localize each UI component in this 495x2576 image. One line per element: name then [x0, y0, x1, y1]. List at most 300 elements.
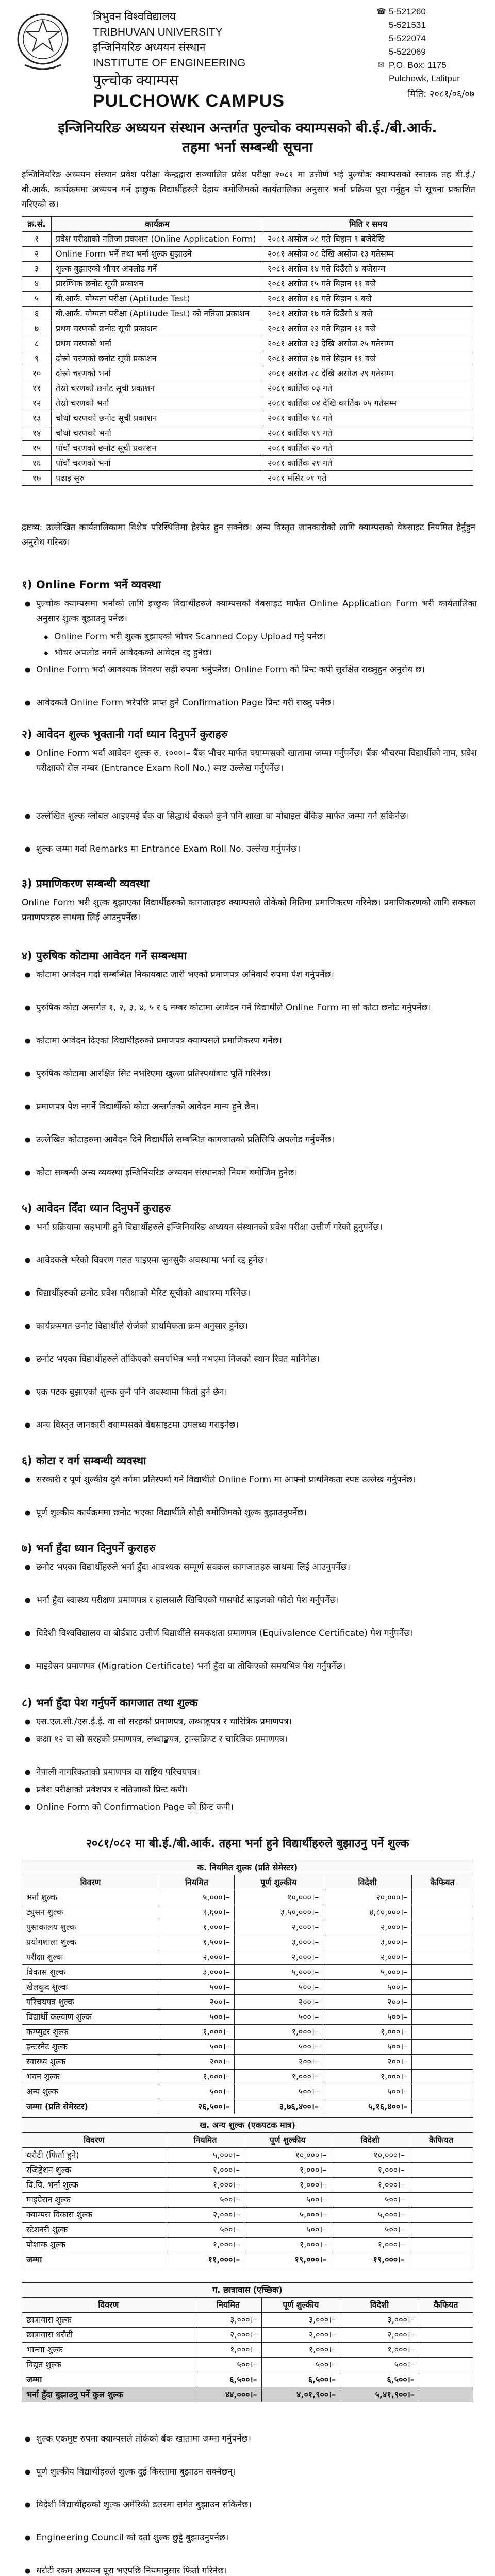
table-cell: ५००।–: [244, 2223, 331, 2238]
table-cell: १०: [22, 366, 52, 381]
table-cell: २०८१ कार्तिक २१ गते: [263, 456, 473, 471]
table-cell: ५००।–: [331, 2223, 409, 2238]
table-cell: २०८१ असोज ०८ गते बिहान ९ बजेदेखि: [263, 232, 473, 247]
table-header-cell: मिति र समय: [263, 217, 473, 232]
table-cell: ५: [22, 292, 52, 307]
table-cell: १२: [22, 396, 52, 411]
table-header-cell: पूर्ण शुल्कीय: [244, 2133, 331, 2148]
list-item: ● शुल्क एकमुष्ट रुपमा क्याम्पसले तोकेको बैंक खातामा जम्मा गर्नुपर्नेछ।: [36, 2432, 477, 2447]
table-cell: [419, 2387, 473, 2402]
table-cell: ५००।–: [244, 2193, 331, 2208]
table-cell: ५००।–: [159, 2040, 234, 2055]
table-cell: ५००।–: [166, 2193, 244, 2208]
table-cell: अन्य शुल्क: [22, 2084, 159, 2099]
table-cell: २,०००।–: [159, 1950, 234, 1965]
schedule-table: [22, 216, 473, 486]
table-cell: २०८१ कार्तिक १८ गते: [263, 411, 473, 426]
table-cell: ११,०००।–: [166, 2252, 244, 2267]
table-cell: छात्रावास धरौटी: [22, 2328, 195, 2343]
table-cell: १,०००।–: [166, 2178, 244, 2193]
table-cell: ६: [22, 307, 52, 321]
table-cell: २००।–: [323, 2055, 411, 2070]
table-cell: चौथो चरणको भर्ना: [52, 426, 263, 441]
table-header-row: [22, 2298, 473, 2313]
table-row: [22, 262, 473, 277]
table-cell: जम्मा (प्रति सेमेस्टर): [22, 2099, 159, 2114]
table-cell: क्याम्पस विकास शुल्क: [22, 2208, 166, 2223]
table-header-cell: विवरण: [22, 2298, 195, 2313]
table-cell: [419, 2358, 473, 2372]
table-cell: [419, 2343, 473, 2358]
po-box: P.O. Box: 1175: [389, 60, 447, 70]
table-cell: १०,०००।–: [234, 1890, 323, 1905]
notice-title-line1: इन्जिनियरिङ अध्ययन संस्थान अन्तर्गत पुल्चोक क्याम्पसको बी.ई./बी.आर्क.: [58, 120, 437, 136]
table-row: [22, 381, 473, 396]
table-cell: [412, 1980, 473, 1995]
table-cell: ९: [22, 351, 52, 366]
phone-number: 5-521260: [389, 7, 426, 16]
table-cell: ५००।–: [234, 2084, 323, 2099]
table-cell: २०८१ असोज १७ गते दिउँसो ४ बजे: [263, 307, 473, 321]
table-cell: ३,०००।–: [234, 1935, 323, 1950]
table-cell: २०,०००।–: [323, 1890, 411, 1905]
table-cell: माइग्रेसन शुल्क: [22, 2193, 166, 2208]
table-cell: ५००।–: [323, 1980, 411, 1995]
list-item: ● प्रमाणपत्र पेश नगर्ने विद्यार्थीको कोटा अन्तर्गतको आवेदन मान्य हुने छैन।: [36, 1099, 477, 1114]
intro-paragraph: इन्जिनियरिङ अध्ययन संस्थान प्रवेश परीक्षा केन्द्रद्वारा सञ्चालित प्रवेश परीक्षा २०८१ मा उत्तीर्ण भई पुल्चोक क्याम्पसको स्नातक तह बी.ई./बी.आर्क. कार्यक्रममा अध्ययन गर्न इच्छुक विद्यार्थीहरुले देहाय बमोजिमको कार्यतालिका अनुसार भर्ना प्रक्रिया पूरा गर्नुहुन यो सूचना प्रकाशित गरिएको छ।: [22, 170, 475, 210]
table-row: [22, 292, 473, 307]
table-cell: २६,५००।–: [159, 2099, 234, 2114]
table-cell: कम्प्युटर शुल्क: [22, 2025, 159, 2040]
table-cell: २००।–: [234, 2055, 323, 2070]
list-item: ● एक पटक बुझाएको शुल्क कुनै पनि अवस्थामा फिर्ता हुने छैन।: [36, 1385, 477, 1400]
mail-icon: ✉: [377, 61, 385, 70]
fee-table-regular: [22, 1860, 473, 2114]
section-heading: ६) कोटा र वर्ग सम्बन्धी व्यवस्था: [22, 1454, 146, 1467]
fee-title: २०८१/०८२ मा बी.ई./बी.आर्क. तहमा भर्ना हुने विद्यार्थीहरुले बुझाउनु पर्ने शुल्क: [86, 1837, 409, 1850]
table-cell: ट्युसन शुल्क: [22, 1905, 159, 1920]
table-cell: पोशाक शुल्क: [22, 2238, 166, 2252]
table-cell: भवन शुल्क: [22, 2070, 159, 2084]
table-caption-row: [22, 1860, 473, 1875]
list-item: ● छनोट भएका विद्यार्थीहरुले तोकिएको समयभित्र भर्ना नभएमा निजको स्थान रिक्त मानिनेछ।: [36, 1352, 477, 1367]
table-cell: १,०००।–: [244, 2238, 331, 2252]
table-cell: १,०००।–: [195, 2343, 261, 2358]
table-row: [22, 411, 473, 426]
table-row: [22, 1965, 473, 1980]
table-cell: दोस्रो चरणको छनोट सूची प्रकाशन: [52, 351, 263, 366]
table-cell: ७: [22, 321, 52, 336]
total-row: [22, 2099, 473, 2114]
table-cell: २,०००।–: [340, 2328, 419, 2343]
table-cell: ४,०१,९००।–: [261, 2387, 340, 2402]
table-row: [22, 2178, 473, 2193]
table-row: [22, 441, 473, 456]
list-item: ● पुल्चोक क्याम्पसमा भर्नाको लागि इच्छुक विद्यार्थीहरुले क्याम्पसको वेबसाइट मार्फत Online Application Form भरी कार्यतालिका अनुसार शुल्क बुझाउनु पर्नेछ।: [36, 597, 477, 626]
list-item: ● Online Form को Confirmation Page को प्रिन्ट कपी।: [36, 1800, 477, 1815]
table-row: [22, 2193, 473, 2208]
table-cell: विकास शुल्क: [22, 1965, 159, 1980]
table-cell: २०८१ कार्तिक २० गते: [263, 441, 473, 456]
table-cell: २०८१ मंसिर ०१ गते: [263, 471, 473, 486]
fee-table-other: [22, 2117, 473, 2267]
table-cell: [409, 2208, 473, 2223]
table-cell: १४: [22, 426, 52, 441]
table-cell: १९,०००।–: [244, 2252, 331, 2267]
list-item: ● नेपाली नागरिकताको प्रमाणपत्र वा राष्ट्रिय परिचयपत्र।: [36, 1765, 477, 1780]
table-caption: ग. छात्रावास (एच्छिक): [22, 2283, 473, 2298]
list-item: ● कक्षा १२ वा सो सरहको प्रमाणपत्र, लब्धाङ्कपत्र, ट्रान्सक्रिप्ट र चारित्रिक प्रमाणपत्र।: [36, 1732, 477, 1747]
table-row: [22, 2238, 473, 2252]
table-cell: ५००।–: [159, 2084, 234, 2099]
university-name-np: त्रिभुवन विश्वविद्यालय: [93, 11, 176, 23]
table-cell: छात्रावास शुल्क: [22, 2313, 195, 2328]
table-cell: ५,०००।–: [234, 1965, 323, 1980]
table-row: [22, 1920, 473, 1935]
table-cell: [412, 1950, 473, 1965]
table-cell: २०८१ कार्तिक १९ गते: [263, 426, 473, 441]
table-cell: १,०००।–: [159, 1920, 234, 1935]
institute-name-np: इन्जिनियरिङ अध्ययन संस्थान: [93, 42, 206, 54]
table-cell: ३,७६,४००।–: [234, 2099, 323, 2114]
table-header-cell: कैफियत: [412, 1875, 473, 1890]
list-item: ● छनोट भएका विद्यार्थीहरुले भर्ना हुँदा आवश्यक सम्पूर्ण सक्कल कागजातहरु साथमा लिई आउनुपर्नेछ।: [36, 1560, 477, 1575]
list-item: ● विदेशी विश्वविद्यालय वा बोर्डबाट उत्तीर्ण विद्यार्थीले समकक्षता प्रमाणपत्र (Equivalence Certificate) पेश गर्नुपर्नेछ।: [36, 1626, 477, 1641]
list-subitem: ◆ Online Form भरी शुल्क बुझाएको भौचर Scanned Copy Upload गर्नु पर्नेछ।: [54, 630, 477, 645]
list-item: ● Online Form भर्दा आवश्यक विवरण सही रुपमा भर्नुपर्नेछ। Online Form को प्रिन्ट कपी सुरक्षित राख्नुहुन अनुरोध छ।: [36, 663, 477, 677]
list-item: ● कार्यक्रमगत छनोट विद्यार्थीले रोजेको प्राथमिकता क्रम अनुसार हुनेछ।: [36, 1319, 477, 1334]
table-cell: ५००।–: [234, 2010, 323, 2025]
table-cell: २,०००।–: [166, 2208, 244, 2223]
table-cell: ३,०००।–: [261, 2313, 340, 2328]
table-header-cell: विदेशी: [340, 2298, 419, 2313]
table-cell: २००।–: [323, 1995, 411, 2010]
table-cell: वि.वि. भर्ना शुल्क: [22, 2178, 166, 2193]
notice-title-line2: तहमा भर्ना सम्बन्धी सूचना: [182, 140, 313, 156]
table-cell: २०८१ असोज ०८ देखि असोज १३ गतेसम्म: [263, 247, 473, 262]
table-cell: जम्मा: [22, 2372, 195, 2387]
list-item: ● पुरुषिक कोटा अन्तर्गत १, २, ३, ४, ५ र ६ नम्बर कोटामा आवेदन गर्ने विद्यार्थीले Online Form मा सो कोटा छनोट गर्नुपर्नेछ।: [36, 1001, 477, 1015]
table-cell: [412, 1935, 473, 1950]
table-cell: २०८१ कार्तिक ०३ गते: [263, 381, 473, 396]
table-cell: ६,५००।–: [340, 2372, 419, 2387]
list-item: ● धरौटी रकम अध्ययन पूरा भएपछि नियमानुसार फिर्ता गरिनेछ।: [36, 2564, 477, 2576]
table-cell: ३,०००।–: [340, 2313, 419, 2328]
table-header-cell: कैफियत: [419, 2298, 473, 2313]
table-cell: ३,०००।–: [195, 2313, 261, 2328]
table-cell: पुस्तकालय शुल्क: [22, 1920, 159, 1935]
table-row: [22, 2025, 473, 2040]
table-header-cell: पूर्ण शुल्कीय: [234, 1875, 323, 1890]
table-cell: बी.आर्क. योग्यता परीक्षा (Aptitude Test): [52, 292, 263, 307]
table-cell: १,०००।–: [261, 2343, 340, 2358]
table-header-cell: नियमित: [159, 1875, 234, 1890]
table-cell: २,०००।–: [234, 1920, 323, 1935]
table-cell: ५००।–: [323, 2040, 411, 2055]
table-cell: प्रयोगशाला शुल्क: [22, 1935, 159, 1950]
table-row: [22, 351, 473, 366]
table-cell: ३: [22, 262, 52, 277]
table-cell: १,०००।–: [159, 2025, 234, 2040]
table-row: [22, 2163, 473, 2178]
phone-number: 5-521531: [389, 20, 426, 30]
table-cell: [412, 1920, 473, 1935]
table-cell: तेस्रो चरणको छनोट सूची प्रकाशन: [52, 381, 263, 396]
table-cell: पढाइ सुरु: [52, 471, 263, 486]
table-cell: प्रारम्भिक छनोट सूची प्रकाशन: [52, 277, 263, 292]
table-row: [22, 2313, 473, 2328]
table-cell: २००।–: [159, 2055, 234, 2070]
table-cell: स्टेशनरी शुल्क: [22, 2223, 166, 2238]
table-row: [22, 2358, 473, 2372]
table-cell: १,०००।–: [331, 2178, 409, 2193]
table-cell: ५००।–: [323, 2010, 411, 2025]
table-row: [22, 2328, 473, 2343]
table-row: [22, 307, 473, 321]
list-item: ● Engineering Council को दर्ता शुल्क छुट्टै बुझाउनुपर्नेछ।: [36, 2531, 477, 2546]
institute-name-en: INSTITUTE OF ENGINEERING: [93, 57, 246, 69]
list-item: ● एस.एल.सी./एस.ई.ई. वा सो सरहको प्रमाणपत्र, लब्धाङ्कपत्र र चारित्रिक प्रमाणपत्र।: [36, 1715, 477, 1730]
campus-name-en: PULCHOWK CAMPUS: [93, 91, 285, 111]
table-cell: पाँचौं चरणको भर्ना: [52, 456, 263, 471]
table-cell: भर्ना शुल्क: [22, 1890, 159, 1905]
table-caption-row: [22, 2283, 473, 2298]
list-item: ● Online Form भर्दा आवेदन शुल्क रु. १०००।– बैंक भौचर मार्फत क्याम्पसको खातामा जम्मा गर्नुपर्नेछ। बैंक भौचरमा विद्यार्थीको नाम, प्रवेश परीक्षाको रोल नम्बर (Entrance Exam Roll No.) स्पष्ट उल्लेख गर्नुपर्नेछ।: [36, 746, 477, 776]
address: Pulchowk, Lalitpur: [389, 74, 460, 83]
table-cell: [419, 2313, 473, 2328]
table-cell: ३,०००।–: [323, 1935, 411, 1950]
table-row: [22, 1905, 473, 1920]
table-cell: [412, 1995, 473, 2010]
table-cell: २०८१ कार्तिक ०४ देखि कार्तिक ०५ गतेसम्म: [263, 396, 473, 411]
table-cell: ५००।–: [234, 2040, 323, 2055]
list-item: ● कोटामा आवेदन गर्दा सम्बन्धित निकायबाट जारी भएको प्रमाणपत्र अनिवार्य रुपमा पेश गर्नुपर्नेछ।: [36, 968, 477, 982]
table-cell: १: [22, 232, 52, 247]
section-paragraph: Online Form भरी शुल्क बुझाएका विद्यार्थीहरुको कागजातहरु क्याम्पसले तोकेको मितिमा प्रमाणिकरण गरिनेछ। प्रमाणिकरणको लागि सक्कल प्रमाणपत्रहरु साथमा लिई आउनुपर्नेछ।: [22, 897, 475, 923]
table-cell: २०८१ असोज २८ देखि असोज २९ गतेसम्म: [263, 366, 473, 381]
section-heading: १) Online Form भर्ने व्यवस्था: [22, 579, 161, 591]
phone-number: 5-522074: [389, 33, 426, 43]
table-cell: १,०००।–: [166, 2238, 244, 2252]
table-cell: ५,०००।–: [244, 2208, 331, 2223]
table-header-cell: नियमित: [195, 2298, 261, 2313]
table-cell: [412, 2025, 473, 2040]
table-cell: खेलकुद शुल्क: [22, 1980, 159, 1995]
table-cell: [409, 2148, 473, 2163]
table-row: [22, 321, 473, 336]
table-cell: [409, 2193, 473, 2208]
list-item: ● आवेदकले Online Form भरेपछि प्राप्त हुने Confirmation Page प्रिन्ट गरी राख्नु पर्नेछ।: [36, 696, 477, 710]
table-cell: [412, 2040, 473, 2055]
grand-row: [22, 2387, 473, 2402]
fee-table-hostel: [22, 2282, 473, 2402]
section-heading: ८) भर्ना हुँदा पेश गर्नुपर्ने कागजात तथा शुल्क: [22, 1697, 198, 1709]
table-cell: [409, 2252, 473, 2267]
table-cell: [419, 2372, 473, 2387]
campus-name-np: पुल्चोक क्याम्पस: [93, 72, 179, 88]
table-cell: २: [22, 247, 52, 262]
table-cell: २००।–: [159, 1995, 234, 2010]
contact-block: [376, 5, 460, 86]
total-row: [22, 2372, 473, 2387]
table-cell: ११: [22, 381, 52, 396]
table-cell: चौथो चरणको छनोट सूची प्रकाशन: [52, 411, 263, 426]
table-cell: १,०००।–: [323, 2070, 411, 2084]
table-cell: १,०००।–: [244, 2178, 331, 2193]
table-cell: जम्मा: [22, 2252, 166, 2267]
section-heading: ७) भर्ना हुँदा ध्यान दिनुपर्ने कुराहरु: [22, 1542, 156, 1554]
table-cell: धरौटी (फिर्ता हुने): [22, 2148, 166, 2163]
table-cell: [412, 1905, 473, 1920]
table-cell: १,०००।–: [234, 2070, 323, 2084]
table-cell: ५००।–: [331, 2193, 409, 2208]
section-heading: ५) आवेदन दिँदा ध्यान दिनुपर्ने कुराहरु: [22, 1202, 171, 1214]
table-cell: ५,०००।–: [159, 1890, 234, 1905]
table-cell: प्रथम चरणको भर्ना: [52, 336, 263, 351]
list-item: ● विदेशी विद्यार्थीहरुको शुल्क अमेरिकी डलरमा समेत बुझाउन सकिनेछ।: [36, 2498, 477, 2513]
table-cell: २,०००।–: [234, 1950, 323, 1965]
table-row: [22, 2055, 473, 2070]
table-cell: १०,०००।–: [244, 2148, 331, 2163]
table-header-row: [22, 2133, 473, 2148]
table-cell: १,०००।–: [323, 2025, 411, 2040]
table-row: [22, 2010, 473, 2025]
table-cell: २०८१ असोज २७ गते बिहान ११ बजे: [263, 351, 473, 366]
table-caption: ख. अन्य शुल्क (एकपटक मात्र): [22, 2118, 473, 2133]
table-row: [22, 2343, 473, 2358]
table-row: [22, 247, 473, 262]
table-cell: ४: [22, 277, 52, 292]
table-cell: ५००।–: [159, 1980, 234, 1995]
table-row: [22, 366, 473, 381]
table-cell: [409, 2223, 473, 2238]
table-cell: [412, 2055, 473, 2070]
list-item: ● पूर्ण शुल्कीय विद्यार्थीहरुले शुल्क दुई किस्तामा बुझाउन सक्नेछन्।: [36, 2465, 477, 2480]
table-cell: प्रवेश परीक्षाको नतिजा प्रकाशन (Online Application Form): [52, 232, 263, 247]
table-header-row: [22, 217, 473, 232]
total-row: [22, 2252, 473, 2267]
table-cell: दोस्रो चरणको भर्ना: [52, 366, 263, 381]
list-item: ● शुल्क जम्मा गर्दा Remarks मा Entrance Exam Roll No. उल्लेख गर्नुपर्नेछ।: [36, 842, 477, 857]
table-cell: १,०००।–: [159, 2070, 234, 2084]
university-name-en: TRIBHUVAN UNIVERSITY: [93, 26, 223, 38]
phone-number: 5-522069: [389, 47, 426, 57]
table-header-cell: क्र.सं.: [22, 217, 52, 232]
table-cell: [412, 2010, 473, 2025]
table-cell: ३,५०,०००।–: [234, 1905, 323, 1920]
list-item: ● अन्य विस्तृत जानकारी क्याम्पसको वेबसाइटमा उपलब्ध गराइनेछ।: [36, 1418, 477, 1433]
table-cell: [419, 2328, 473, 2343]
table-cell: इन्टरनेट शुल्क: [22, 2040, 159, 2055]
section-heading: २) आवेदन शुल्क भुक्तानी गर्दा ध्यान दिनुपर्ने कुराहरु: [22, 728, 228, 740]
table-cell: [409, 2238, 473, 2252]
table-cell: ४४,०००।–: [195, 2387, 261, 2402]
table-cell: [412, 2099, 473, 2114]
table-cell: १,०००।–: [234, 2025, 323, 2040]
table-cell: ९,६००।–: [159, 1905, 234, 1920]
table-cell: ८: [22, 336, 52, 351]
list-item: ● प्रवेश परीक्षाको प्रवेशपत्र र नतिजाको प्रिन्ट कपी।: [36, 1783, 477, 1798]
table-row: [22, 1980, 473, 1995]
phone-icon: ☎: [376, 7, 386, 16]
table-cell: Online Form भर्ने तथा भर्ना शुल्क बुझाउने: [52, 247, 263, 262]
table-cell: [409, 2163, 473, 2178]
list-item: ● सरकारी र पूर्ण शुल्कीय दुवै वर्गमा प्रतिस्पर्धा गर्ने विद्यार्थीले Online Form मा आफ्नो प्राथमिकता स्पष्ट उल्लेख गर्नुपर्नेछ।: [36, 1472, 477, 1487]
table-cell: ५,०००।–: [331, 2208, 409, 2223]
table-cell: ५,०००।–: [166, 2148, 244, 2163]
list-item: ● पूर्ण शुल्कीय कार्यक्रममा छनोट भएका विद्यार्थीले सोही बमोजिमको शुल्क बुझाउनुपर्नेछ।: [36, 1505, 477, 1520]
table-cell: ५००।–: [159, 2010, 234, 2025]
table-row: [22, 232, 473, 247]
table-cell: २०८१ असोज १५ गते बिहान ११ बजे: [263, 277, 473, 292]
table-cell: १६: [22, 456, 52, 471]
table-cell: ५,०००।–: [323, 1965, 411, 1980]
table-cell: १७: [22, 471, 52, 486]
schedule-note: द्रष्टव्य: उल्लेखित कार्यतालिकामा विशेष परिस्थितिमा हेरफेर हुन सक्नेछ। अन्य विस्तृत जानकारीको लागि क्याम्पसको वेबसाइट नियमित हेर्नुहुन अनुरोध गरिन्छ।: [22, 522, 475, 548]
table-cell: ६,५००।–: [261, 2372, 340, 2387]
table-header-cell: कार्यक्रम: [52, 217, 263, 232]
table-cell: ३,०००।–: [159, 1965, 234, 1980]
table-row: [22, 456, 473, 471]
section-heading: ४) पुरुषिक कोटामा आवेदन गर्ने सम्बन्धमा: [22, 950, 187, 962]
table-cell: परिचयपत्र शुल्क: [22, 1995, 159, 2010]
table-cell: १५: [22, 441, 52, 456]
table-header-cell: विवरण: [22, 1875, 159, 1890]
table-cell: ५००।–: [340, 2358, 419, 2372]
table-cell: [412, 1890, 473, 1905]
list-subitem: ◆ भौचर अपलोड नगर्ने आवेदकको आवेदन रद्द हुनेछ।: [54, 646, 477, 660]
list-item: ● उल्लेखित कोटाहरुमा आवेदन दिने विद्यार्थीले सम्बन्धित कागजातको प्रतिलिपि अपलोड गर्नुपर्नेछ।: [36, 1132, 477, 1147]
table-cell: १,०००।–: [340, 2343, 419, 2358]
table-cell: प्रथम चरणको छनोट सूची प्रकाशन: [52, 321, 263, 336]
table-row: [22, 2070, 473, 2084]
list-item: ● आवेदकले भरेको विवरण गलत पाइएमा जुनसुकै अवस्थामा भर्ना रद्द हुनेछ।: [36, 1253, 477, 1268]
table-cell: १,०००।–: [166, 2163, 244, 2178]
table-cell: रजिष्ट्रेशन शुल्क: [22, 2163, 166, 2178]
table-cell: २०८१ असोज २२ गते बिहान ११ बजे: [263, 321, 473, 336]
table-row: [22, 2208, 473, 2223]
table-cell: २,०००।–: [195, 2328, 261, 2343]
table-header-cell: विवरण: [22, 2133, 166, 2148]
table-row: [22, 1995, 473, 2010]
table-cell: भान्सा शुल्क: [22, 2343, 195, 2358]
table-cell: विद्यार्थी कल्याण शुल्क: [22, 2010, 159, 2025]
table-row: [22, 2148, 473, 2163]
table-cell: परीक्षा शुल्क: [22, 1950, 159, 1965]
table-cell: [412, 1965, 473, 1980]
table-row: [22, 1935, 473, 1950]
table-cell: [412, 2084, 473, 2099]
table-row: [22, 2084, 473, 2099]
table-header-cell: विदेशी: [323, 1875, 411, 1890]
table-cell: ५००।–: [166, 2223, 244, 2238]
table-cell: पाँचौं चरणको छनोट सूची प्रकाशन: [52, 441, 263, 456]
list-item: ● पुरुषिक कोटामा आरक्षित सिट नभरिएमा खुल्ला प्रतिस्पर्धाबाट पूर्ति गरिनेछ।: [36, 1066, 477, 1081]
table-cell: ६,५००।–: [195, 2372, 261, 2387]
list-item: ● भर्ना हुँदा स्वास्थ्य परीक्षण प्रमाणपत्र र हालसालै खिचिएको पासपोर्ट साइजको फोटो पेश गर्नुपर्नेछ।: [36, 1593, 477, 1608]
table-row: [22, 471, 473, 486]
table-caption: क. नियमित शुल्क (प्रति सेमेस्टर): [22, 1860, 473, 1875]
table-cell: १९,०००।–: [331, 2252, 409, 2267]
table-header-cell: विदेशी: [331, 2133, 409, 2148]
table-row: [22, 1890, 473, 1905]
table-row: [22, 396, 473, 411]
table-cell: स्वास्थ्य शुल्क: [22, 2055, 159, 2070]
table-cell: १०,०००।–: [331, 2148, 409, 2163]
table-cell: विद्युत शुल्क: [22, 2358, 195, 2372]
notice-date: मिति: २०८१/०६/०७: [407, 89, 474, 99]
table-cell: २,०००।–: [323, 1950, 411, 1965]
